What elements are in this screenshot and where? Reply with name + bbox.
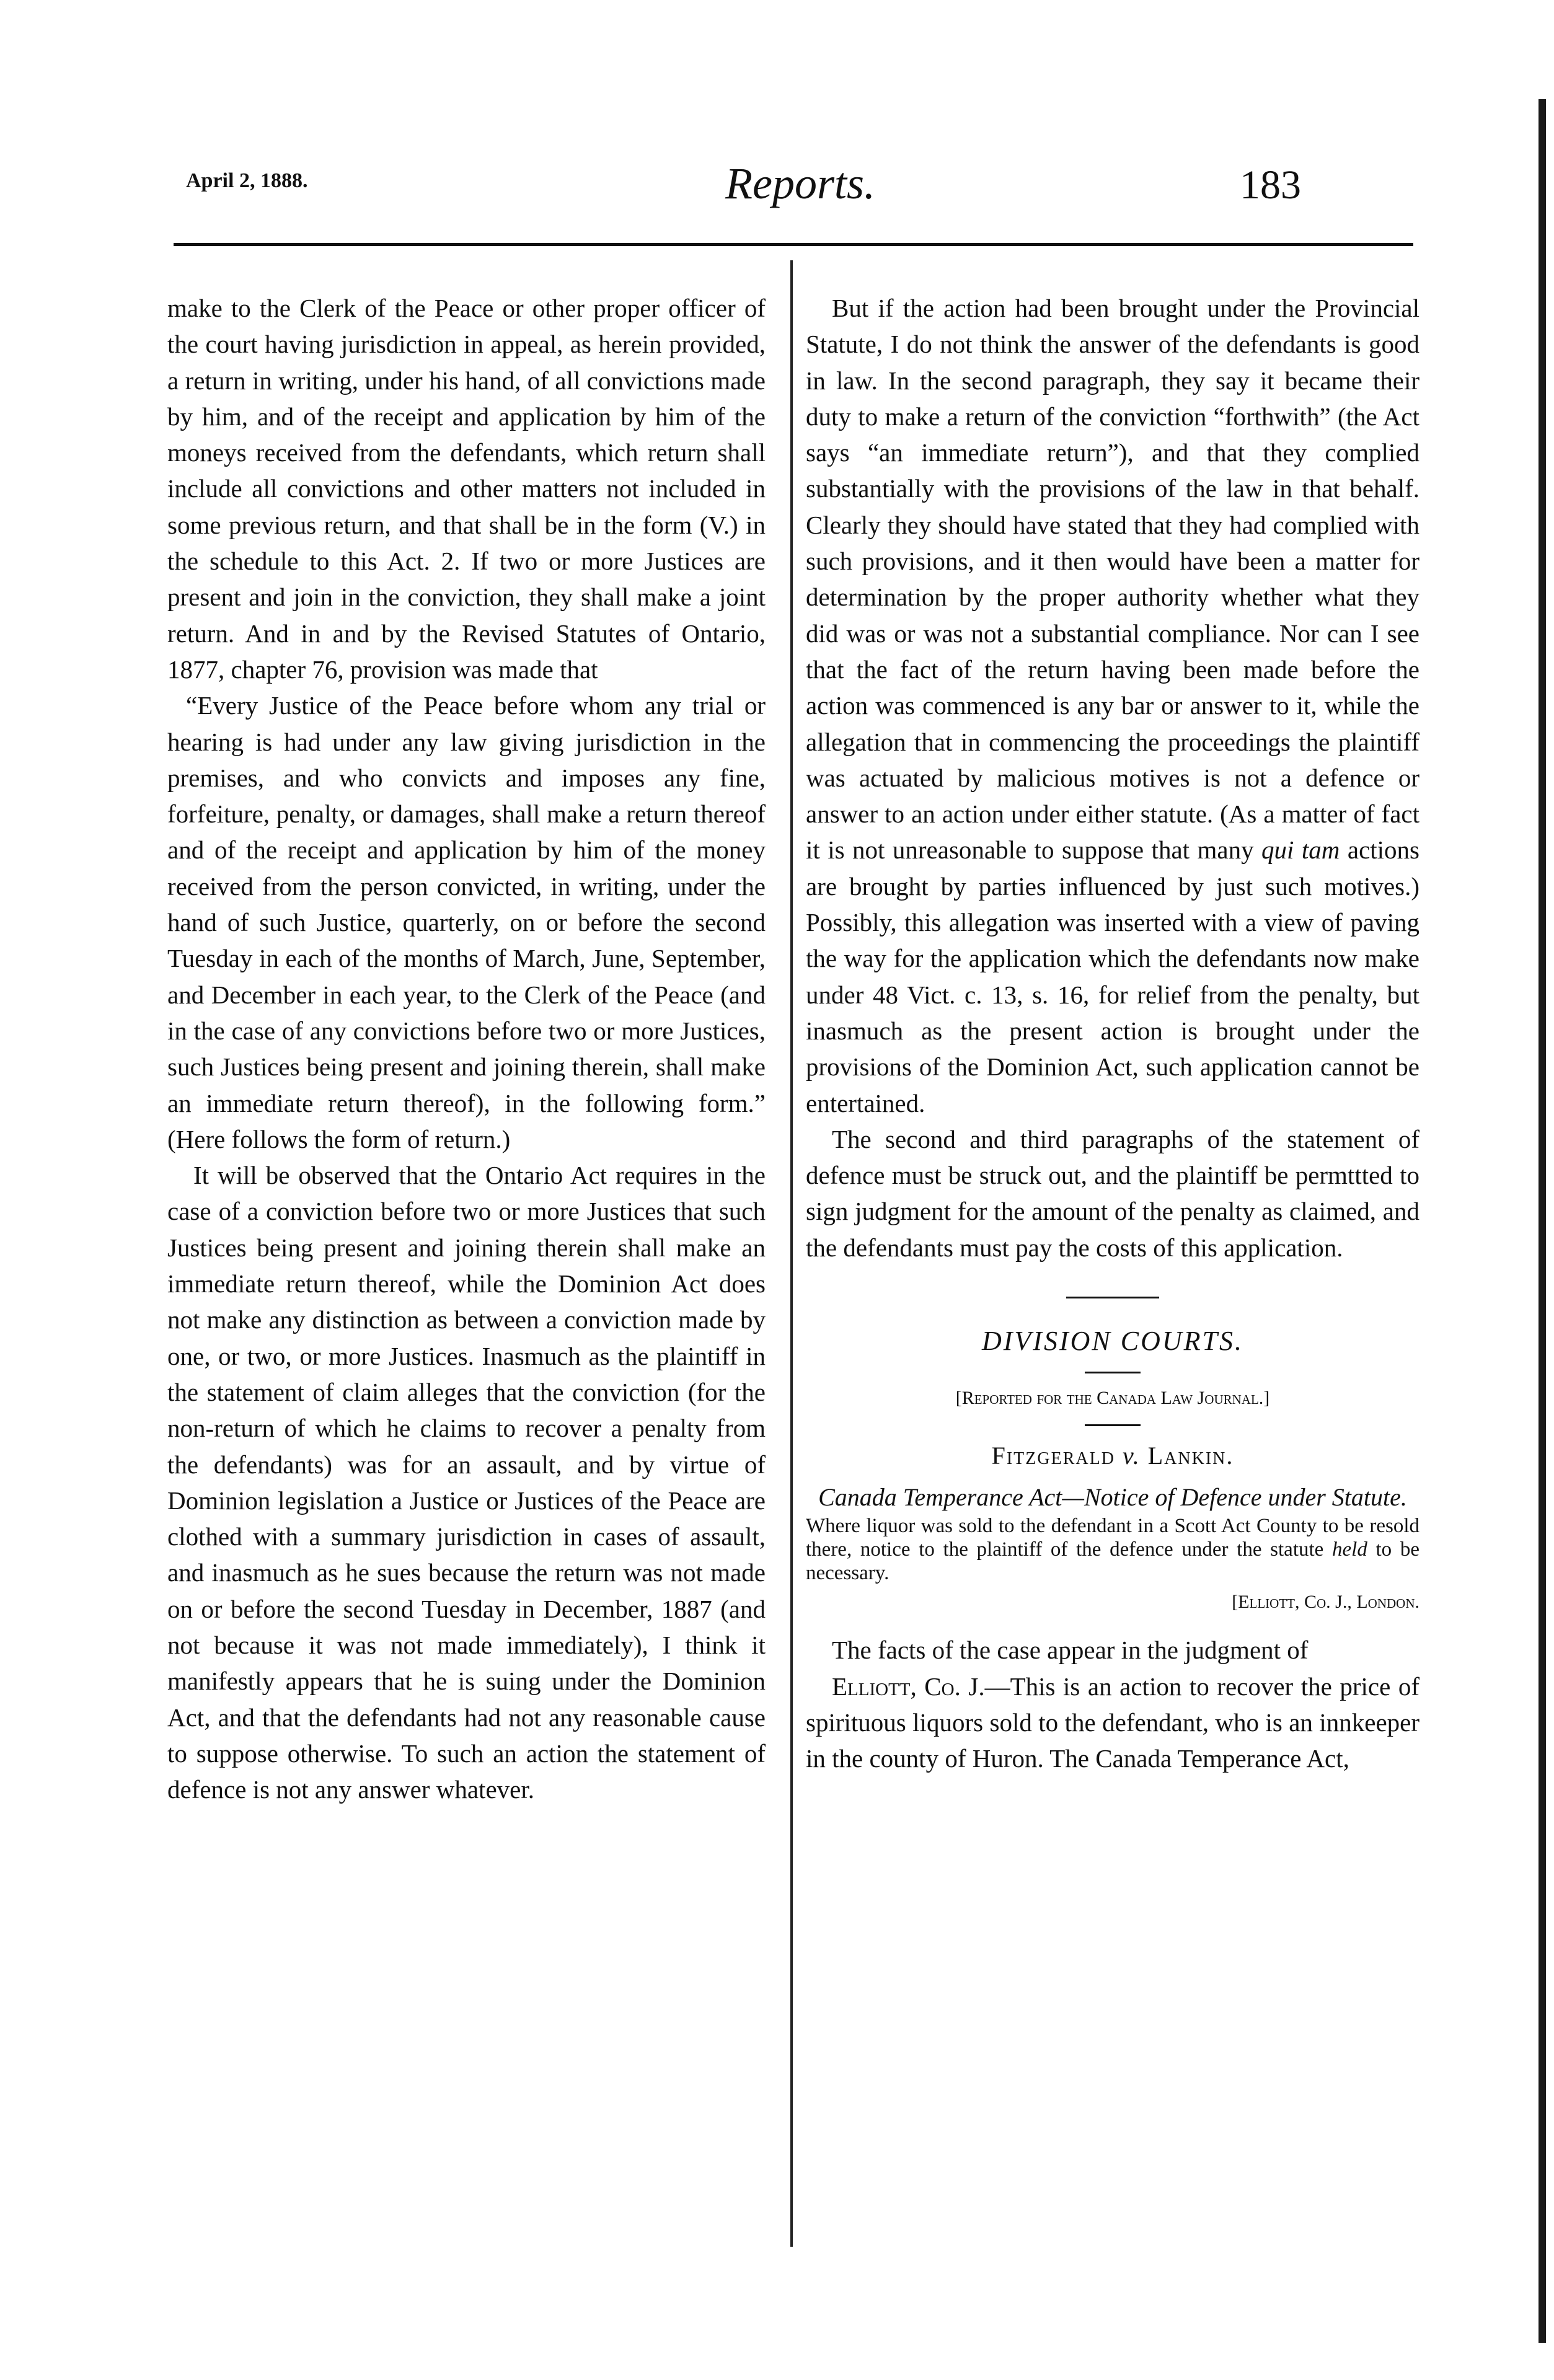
case-subject: Canada Temperance Act—Notice of Defence under Statute. (818, 1483, 1407, 1512)
latin-term: qui tam (1261, 835, 1340, 865)
divider (1085, 1372, 1141, 1373)
column-divider (790, 260, 793, 2247)
right-column (806, 290, 1419, 1777)
page-number: 183 (1240, 162, 1301, 208)
case-title: Fitzgerald v. Lankin. (991, 1442, 1234, 1470)
quoted-statute: “Every Justice of the Peace before whom any trial or hearing is had under any law giving jurisdiction in the premises, and who convicts and imposes any fine, forfeiture, penalty, or damages, shall make a return thereof and of the receipt and application by him of the money received from the person convicted, in writing, under the hand of such Justice, quarterly, on or before the second Tuesday in each of the months of March, June, September, and December in each year, to the Clerk of the Peace (and in the case of any convictions before two or more Justices, such Justices being present and joining therein, shall make an immediate return thereof), in the following form.” (Here follows the form of return.) (167, 691, 766, 1153)
section-rule (1066, 1297, 1159, 1298)
judge-name: Elliott, Co. J. (832, 1672, 985, 1701)
paragraph: Elliott, Co. J.—This is an action to recover the price of spirituous liquors sold to the defendant, who is an innkeeper in the county of Huron. The Canada Temperance Act, (806, 1672, 1420, 1773)
paragraph: The second and third paragraphs of the statement of defence must be struck out, and the plaintiff be permttted to sign judgment for the amount of the penalty as claimed, and the defendants must pay the costs of this application. (806, 1124, 1419, 1262)
court-citation: [Elliott, Co. J., London. (1232, 1592, 1419, 1613)
divider (1085, 1424, 1141, 1426)
paragraph: It will be observed that the Ontario Act requires in the case of a conviction before two or more Justices that such Justices being present and joining therein shall make an immediate return thereof, while the Dominion Act does not make any distinction as between a conviction made by one, or two, or more Justices. Inasmuch as the plaintiff in the statement of claim alleges that the conviction (for the non-return of which he claims to recover a penalty from the defendants) was for an assault, and by virtue of Dominion legislation a Justice or Justices of the Peace are clothed with a summary jurisdiction in cases of assault, and inasmuch as he sues because the return was not made on or before the second Tuesday in December, 1887 (and not because it was not made immediately), I think it manifestly appears that he is suing under the Dominion Act, and that the defendants had not any reasonable cause to suppose otherwise. To such an action the statement of defence is not any answer whatever. (167, 1161, 766, 1804)
header-title: Reports. (725, 159, 875, 208)
headnote: Where liquor was sold to the defendant in a Scott Act County to be resold there, notice to the plaintiff of the defence under the statute held to be necessary. (806, 1515, 1420, 1585)
paragraph: But if the action had been brought under the Provincial Statute, I do not think the answer of the defendants is good in law. In the second paragraph, they say it became their duty to make a return of the conviction “forthwith” (the Act says “an immediate return”), and that they complied substantially with the provisions of the law in that behalf. Clearly they should have stated that they had complied with such provisions, and it then would have been a matter for determination by the proper authority whether what they did was or was not a substantial compliance. Nor can I see that the fact of the return having been made before the action was commenced is any bar or answer to it, while the allegation that in commencing the proceedings the plaintiff was actuated by malicious motives is not a defence or answer to an action under either statute. (As a matter of fact it is not unreasonable to suppose that many qui tam actions are brought by parties influenced by just such motives.) Possibly, this allegation was inserted with a view of paving the way for the application which the defendants now make under 48 Vict. c. 13, s. 16, for relief from the penalty, but inasmuch as the present action is brought under the provisions of the Dominion Act, such application cannot be entertained. (806, 294, 1420, 1117)
section-heading: DIVISION COURTS. (982, 1326, 1243, 1357)
paragraph: The facts of the case appear in the judgment of (832, 1636, 1309, 1665)
reported-for-line: [Reported for the Canada Law Journal.] (955, 1388, 1270, 1409)
left-column (167, 290, 766, 1807)
running-header (186, 158, 1426, 232)
header-rule (174, 243, 1413, 246)
header-date: April 2, 1888. (186, 169, 308, 192)
paragraph: make to the Clerk of the Peace or other proper officer of the court having jurisdiction in appeal, as herein provided, a return in writing, under his hand, of all convictions made by him, and of the receipt and application by him of the moneys received from the defendants, which return shall include all convictions and other matters not included in some previous return, and that shall be in the form (V.) in the schedule to this Act. 2. If two or more Justices are present and join in the conviction, they shall make a joint return. And in and by the Revised Statutes of Ontario, 1877, chapter 76, provision was made that (167, 294, 766, 684)
page-edge-shadow (1539, 99, 1546, 2343)
